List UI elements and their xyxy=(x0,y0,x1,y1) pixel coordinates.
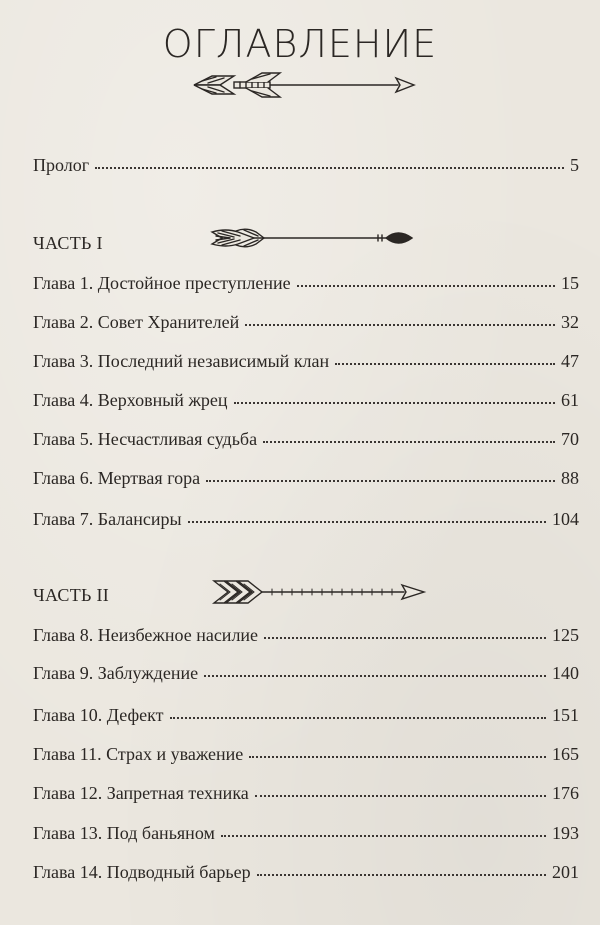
toc-page-number: 32 xyxy=(561,312,579,332)
dot-leader xyxy=(257,874,546,876)
toc-label: Глава 3. Последний независимый клан xyxy=(33,351,330,371)
toc-row-chapter[interactable] xyxy=(33,467,579,489)
toc-label: Глава 11. Страх и уважение xyxy=(33,744,244,764)
toc-page-number: 5 xyxy=(570,155,579,175)
toc-row-prologue[interactable] xyxy=(33,154,579,176)
toc-label: Глава 7. Балансиры xyxy=(33,509,182,529)
dot-leader xyxy=(204,675,546,677)
toc-page-number: 125 xyxy=(552,625,579,645)
dot-leader xyxy=(249,756,546,758)
dot-leader xyxy=(263,441,555,443)
dot-leader xyxy=(245,324,555,326)
toc-label: Глава 14. Подводный барьер xyxy=(33,862,251,882)
toc-row-chapter[interactable] xyxy=(33,508,579,530)
toc-label: Глава 1. Достойное преступление xyxy=(33,273,291,293)
dot-leader xyxy=(335,363,555,365)
toc-row-chapter[interactable] xyxy=(33,272,579,294)
part-heading: ЧАСТЬ I xyxy=(33,233,103,253)
toc-label: Глава 12. Запретная техника xyxy=(33,783,249,803)
toc-page-number: 104 xyxy=(552,509,579,529)
toc-row-chapter[interactable] xyxy=(33,782,579,804)
toc-row-chapter[interactable] xyxy=(33,428,579,450)
toc-row-chapter[interactable] xyxy=(33,311,579,333)
toc-page-number: 201 xyxy=(552,862,579,882)
toc-page-number: 61 xyxy=(561,390,579,410)
dot-leader xyxy=(188,521,546,523)
dot-leader xyxy=(264,637,546,639)
toc-page-number: 176 xyxy=(552,783,579,803)
toc-label: Глава 10. Дефект xyxy=(33,705,164,725)
toc-page-number: 88 xyxy=(561,468,579,488)
dot-leader xyxy=(255,795,546,797)
toc-label: Глава 5. Несчастливая судьба xyxy=(33,429,258,449)
toc-label: Глава 8. Неизбежное насилие xyxy=(33,625,259,645)
toc-page-number: 151 xyxy=(552,705,579,725)
toc-page-number: 140 xyxy=(552,663,579,683)
arrow-ornament-icon xyxy=(210,578,430,606)
page-title: ОГЛАВЛЕНИЕ xyxy=(162,22,438,66)
toc-row-chapter[interactable] xyxy=(33,743,579,765)
part-heading: ЧАСТЬ II xyxy=(33,585,110,605)
toc-label: Пролог xyxy=(33,155,90,175)
toc-row-chapter[interactable] xyxy=(33,662,579,684)
toc-page-number: 47 xyxy=(561,351,579,371)
toc-row-chapter[interactable] xyxy=(33,704,579,726)
toc-page-number: 15 xyxy=(561,273,579,293)
arrow-ornament-icon xyxy=(208,224,418,252)
toc-label: Глава 9. Заблуждение xyxy=(33,663,199,683)
dot-leader xyxy=(221,835,546,837)
toc-page-number: 165 xyxy=(552,744,579,764)
toc-row-chapter[interactable] xyxy=(33,350,579,372)
dot-leader xyxy=(234,402,555,404)
toc-page-number: 193 xyxy=(552,823,579,843)
toc-row-chapter[interactable] xyxy=(33,861,579,883)
toc-label: Глава 4. Верховный жрец xyxy=(33,390,228,410)
toc-label: Глава 13. Под баньяном xyxy=(33,823,215,843)
toc-row-chapter[interactable] xyxy=(33,822,579,844)
dot-leader xyxy=(206,480,555,482)
toc-row-chapter[interactable] xyxy=(33,389,579,411)
arrow-ornament-icon xyxy=(190,70,420,100)
toc-label: Глава 6. Мертвая гора xyxy=(33,468,201,488)
toc-row-chapter[interactable] xyxy=(33,624,579,646)
dot-leader xyxy=(170,717,546,719)
toc-label: Глава 2. Совет Хранителей xyxy=(33,312,240,332)
toc-page-number: 70 xyxy=(561,429,579,449)
dot-leader xyxy=(297,285,555,287)
dot-leader xyxy=(95,167,564,169)
